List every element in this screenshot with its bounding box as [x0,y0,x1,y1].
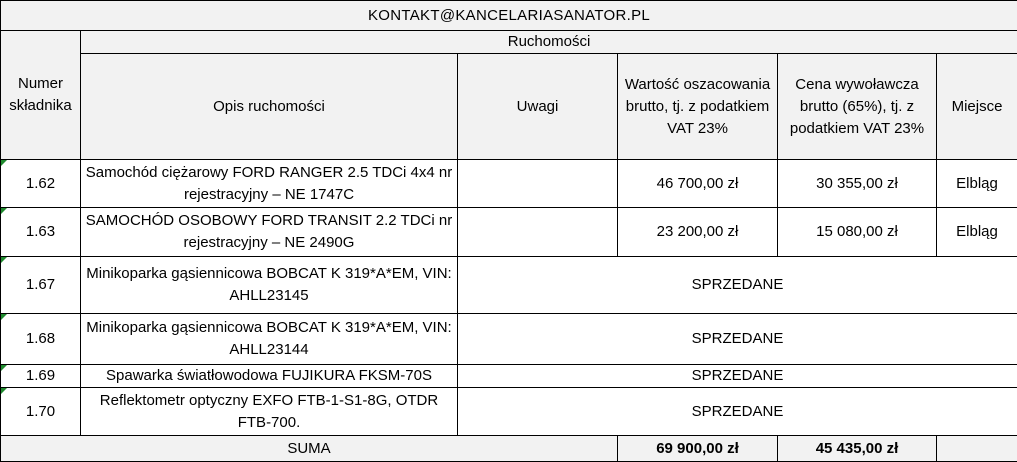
comment-marker-icon [1,257,7,263]
row-number: 1.69 [26,367,55,384]
group-header-row [1,31,1017,54]
row-description[interactable]: Reflektometr optyczny EXFO FTB-1-S1-8G, OTDR FTB-700. [81,388,458,436]
comment-marker-icon [1,365,7,371]
header-location[interactable]: Miejsce [937,54,1017,160]
comment-marker-icon [1,208,7,214]
row-number: 1.67 [26,276,55,293]
header-description[interactable]: Opis ruchomości [81,54,458,160]
table-row [1,365,1017,388]
comment-marker-icon [1,160,7,166]
row-number-cell[interactable] [1,257,81,314]
row-description[interactable]: Minikoparka gąsiennicowa BOBCAT K 319*A*EM, VIN: AHLL23144 [81,314,458,365]
row-notes[interactable] [458,160,618,208]
group-header[interactable]: Ruchomości [81,31,1017,54]
table-row [1,257,1017,314]
sheet-title[interactable]: KONTAKT@KANCELARIASANATOR.PL [1,1,1017,31]
header-estimated-value[interactable]: Wartość oszacowania brutto, tj. z podatkiem VAT 23% [618,54,778,160]
row-description[interactable]: SAMOCHÓD OSOBOWY FORD TRANSIT 2.2 TDCi nr rejestracyjny – NE 2490G [81,208,458,257]
sum-empty-cell[interactable] [937,436,1017,462]
row-number-cell[interactable] [1,208,81,257]
table-row [1,388,1017,436]
column-header-row [1,54,1017,160]
table-row [1,208,1017,257]
row-description[interactable]: Minikoparka gąsiennicowa BOBCAT K 319*A*EM, VIN: AHLL23145 [81,257,458,314]
row-number-cell[interactable] [1,160,81,208]
row-number-cell[interactable] [1,314,81,365]
header-notes[interactable]: Uwagi [458,54,618,160]
comment-marker-icon [1,314,7,320]
sum-starting-price[interactable]: 45 435,00 zł [778,436,937,462]
row-status[interactable]: SPRZEDANE [458,257,1017,314]
row-number: 1.62 [26,175,55,192]
row-location[interactable]: Elbląg [937,160,1017,208]
row-starting-price[interactable]: 30 355,00 zł [778,160,937,208]
row-estimated-value[interactable]: 23 200,00 zł [618,208,778,257]
row-number-cell[interactable] [1,388,81,436]
header-starting-price[interactable]: Cena wywoławcza brutto (65%), tj. z podatkiem VAT 23% [778,54,937,160]
title-row [1,1,1017,31]
row-starting-price[interactable]: 15 080,00 zł [778,208,937,257]
row-estimated-value[interactable]: 46 700,00 zł [618,160,778,208]
sum-row [1,436,1017,462]
row-notes[interactable] [458,208,618,257]
sum-estimated-value[interactable]: 69 900,00 zł [618,436,778,462]
table-row [1,314,1017,365]
sum-label[interactable]: SUMA [1,436,618,462]
row-location[interactable]: Elbląg [937,208,1017,257]
row-status[interactable]: SPRZEDANE [458,314,1017,365]
row-description[interactable]: Spawarka światłowodowa FUJIKURA FKSM-70S [81,365,458,388]
row-number: 1.63 [26,223,55,240]
row-number-cell[interactable] [1,365,81,388]
row-status[interactable]: SPRZEDANE [458,388,1017,436]
header-number[interactable]: Numer składnika [1,31,81,160]
row-number: 1.70 [26,403,55,420]
row-status[interactable]: SPRZEDANE [458,365,1017,388]
row-description[interactable]: Samochód ciężarowy FORD RANGER 2.5 TDCi 4x4 nr rejestracyjny – NE 1747C [81,160,458,208]
table-row [1,160,1017,208]
row-number: 1.68 [26,330,55,347]
comment-marker-icon [1,388,7,394]
